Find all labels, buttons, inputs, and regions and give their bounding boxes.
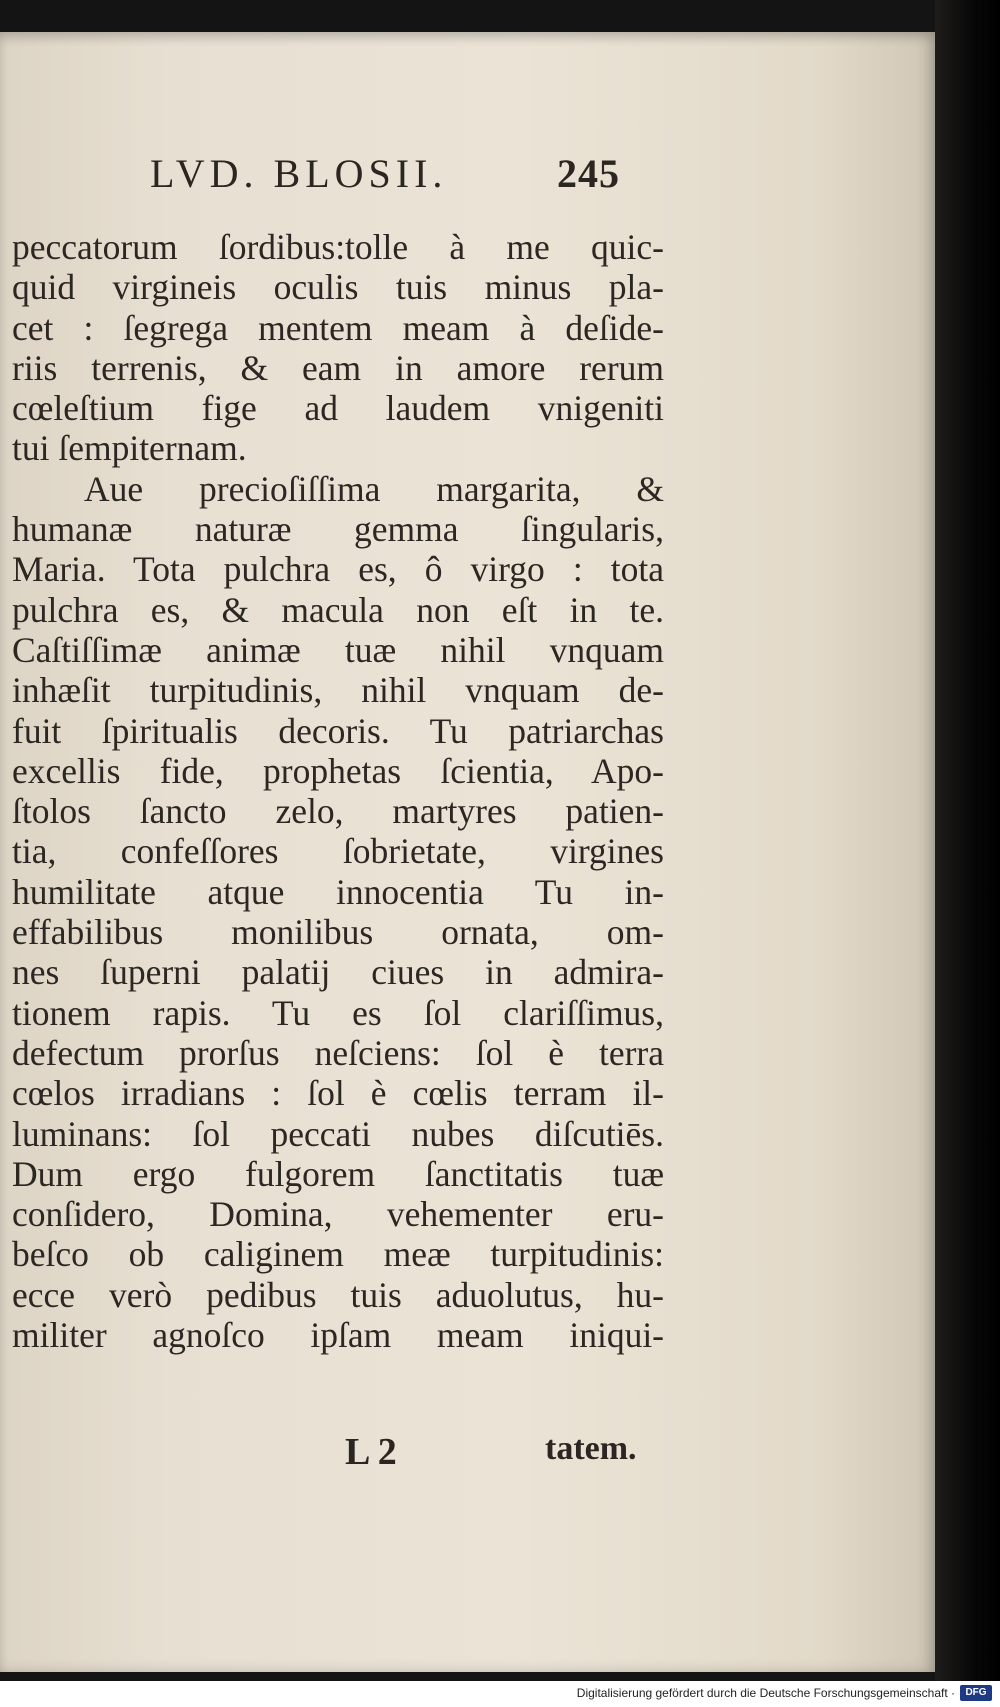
text-line: effabilibus monilibus ornata, om- xyxy=(12,912,664,953)
text-line: cœleſtium fige ad laudem vnigeniti xyxy=(12,388,664,429)
text-line: humilitate atque innocentia Tu in- xyxy=(12,871,664,912)
text-line: humanæ naturæ gemma ſingularis, xyxy=(12,509,664,550)
running-title: LVD. BLOSII. xyxy=(150,151,448,196)
book-page xyxy=(0,32,935,1672)
text-line: excellis fide, prophetas ſcientia, Apo- xyxy=(12,750,664,791)
folio-number: 245 xyxy=(557,151,620,196)
text-line: ecce verò pedibus tuis aduolutus, hu- xyxy=(12,1274,664,1315)
running-header xyxy=(150,150,620,197)
credit-strip xyxy=(0,1681,1000,1707)
text-line: riis terrenis, & eam in amore rerum xyxy=(12,347,664,388)
text-line: peccatorum ſordibus:tolle à me quic- xyxy=(12,227,664,267)
text-line: tionem rapis. Tu es ſol clariſſimus, xyxy=(12,992,664,1033)
text-line: inhæſit turpitudinis, nihil vnquam de- xyxy=(12,670,664,711)
text-line: Maria. Tota pulchra es, ô virgo : tota xyxy=(12,549,664,590)
text-line: cœlos irradians : ſol è cœlis terram il- xyxy=(12,1073,664,1114)
body-text xyxy=(12,227,664,1355)
text-line: Aue precioſiſſima margarita, & xyxy=(84,468,664,509)
text-line: luminans: ſol peccati nubes diſcutiēs. xyxy=(12,1113,664,1154)
text-line: pulchra es, & macula non eſt in te. xyxy=(12,589,664,630)
text-line: fuit ſpiritualis decoris. Tu patriarchas xyxy=(12,710,664,751)
text-line: nes ſuperni palatij ciues in admira- xyxy=(12,952,664,993)
catchword: tatem. xyxy=(545,1430,637,1467)
text-line: ſtolos ſancto zelo, martyres patien- xyxy=(12,791,664,832)
text-line: Caſtiſſimæ animæ tuæ nihil vnquam xyxy=(12,629,664,670)
text-line: beſco ob caliginem meæ turpitudinis: xyxy=(12,1234,664,1275)
text-line: quid virgineis oculis tuis minus pla- xyxy=(12,267,664,308)
text-line: tui ſempiternam. xyxy=(12,428,247,469)
text-line: Dum ergo fulgorem ſanctitatis tuæ xyxy=(12,1153,664,1194)
page-footer xyxy=(0,1430,1000,1480)
signature-mark: L 2 xyxy=(345,1431,397,1473)
text-line: conſidero, Domina, vehementer eru- xyxy=(12,1194,664,1235)
text-line: tia, confeſſores ſobrietate, virgines xyxy=(12,831,664,872)
dfg-logo-icon: DFG xyxy=(960,1685,992,1701)
text-line: defectum prorſus neſciens: ſol è terra xyxy=(12,1032,664,1073)
text-line: militer agnoſco ipſam meam iniqui- xyxy=(12,1315,664,1356)
funding-credit: Digitalisierung gefördert durch die Deutsche Forschungsgemeinschaft · xyxy=(576,1686,955,1700)
text-line: cet : ſegrega mentem meam à deſide- xyxy=(12,307,664,348)
